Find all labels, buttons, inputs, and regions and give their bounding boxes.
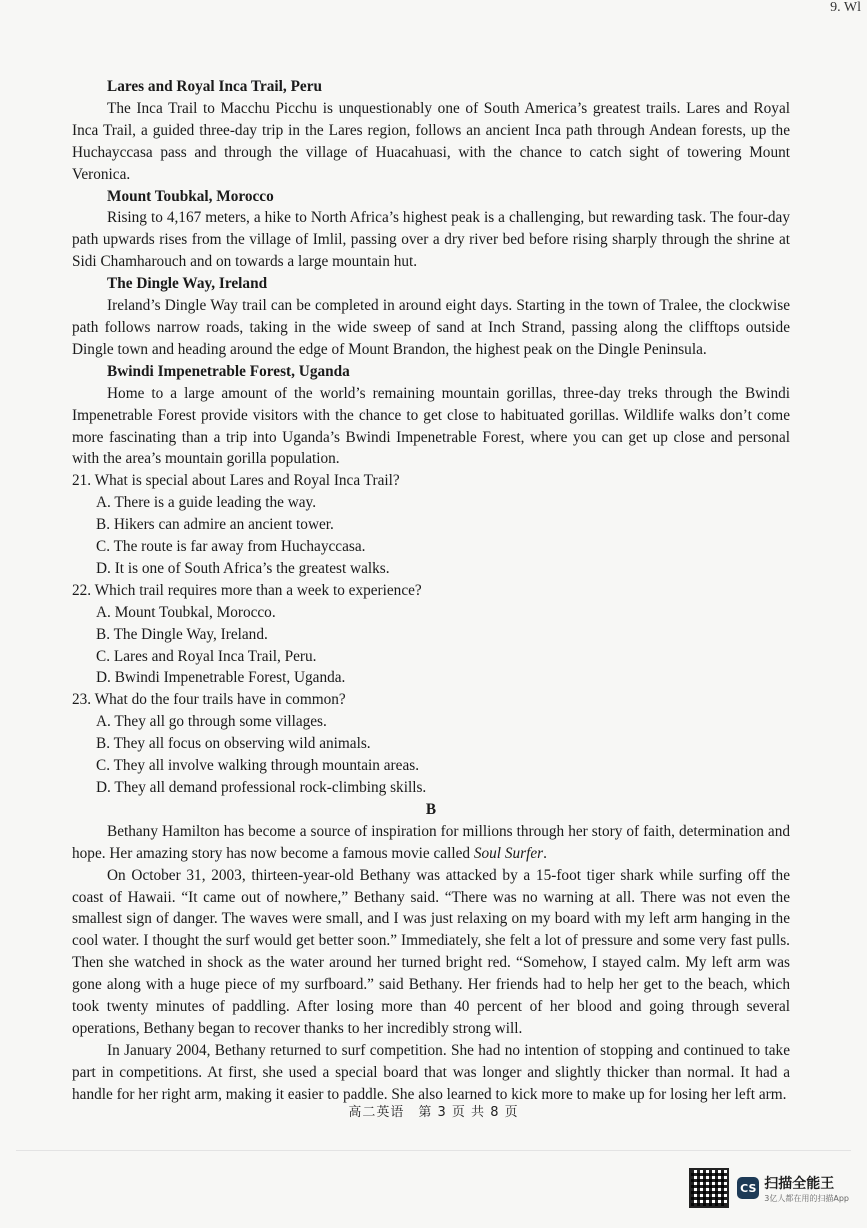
- option-d: D. It is one of South Africa’s the greatest walks.: [96, 559, 390, 577]
- option-b: B. They all focus on observing wild animals.: [96, 735, 371, 753]
- passage-b-paragraph-3: In January 2004, Bethany returned to surf competition. She had no intention of stopping and continued to take part in competitions. At first, she used a special board that was longer and slightly thicker than normal. It had a handle for her right arm, making it easier to paddle. She also learned to kick more to make up for losing her left arm.: [72, 1041, 790, 1103]
- option-b: B. Hikers can admire an ancient tower.: [96, 516, 334, 534]
- paragraph-text: .: [543, 844, 547, 862]
- option-c: C. The route is far away from Huchayccasa.: [96, 538, 366, 556]
- option-a: A. Mount Toubkal, Morocco.: [96, 603, 276, 621]
- option-b: B. The Dingle Way, Ireland.: [96, 625, 268, 643]
- passage-b-paragraph-2: On October 31, 2003, thirteen-year-old Bethany was attacked by a 15-foot tiger shark while surfing off the coast of Hawaii. “It came out of nowhere,” Bethany said. “There was no warning at all. There was not even the smallest sign of danger. The waves were small, and I was just relaxing on my board with my left arm hanging in the cool water. I thought the surf would get better soon.” Immediately, she felt a lot of pressure and some very fast pulls. Then she watched in shock as the water around her turned bright red. “Somehow, I stayed calm. My left arm was gone along with a huge piece of my surfboard.” said Bethany. Her friends had to help her get to the beach, which took twenty minutes of paddling. After losing more than 40 percent of her blood and going through several operations, Bethany began to recover thanks to her incredibly strong will.: [72, 866, 790, 1037]
- corner-mark: 9. Wl: [830, 0, 861, 15]
- passage-b-paragraph-1: [72, 821, 790, 865]
- trail-section: [72, 361, 790, 471]
- question-stem: 23. What do the four trails have in common?: [72, 691, 346, 709]
- scanner-watermark: [689, 1168, 849, 1208]
- option-a: A. There is a guide leading the way.: [96, 494, 317, 512]
- question-22: [72, 580, 790, 690]
- question-options: [72, 492, 790, 580]
- page-footer: 高二英语 第 3 页 共 8 页: [348, 1105, 519, 1120]
- trail-text: The Inca Trail to Macchu Picchu is unquestionably one of South America’s greatest trails. Lares and Royal Inca Trail, a guided three-day trip in the Lares region, follows an ancient Inca path through Andean forests, up the Huchayccasa pass and through the village of Huacahuasi, with the chance to catch sight of towering Mount Veronica.: [72, 99, 790, 183]
- question-stem: 22. Which trail requires more than a week to experience?: [72, 581, 422, 599]
- trail-heading: Lares and Royal Inca Trail, Peru: [107, 78, 323, 95]
- option-d: D. They all demand professional rock-climbing skills.: [96, 779, 427, 796]
- camscanner-logo: CS: [737, 1177, 759, 1199]
- scanner-title: 扫描全能王: [764, 1175, 835, 1192]
- page-content: [72, 76, 790, 1106]
- question-23: [72, 689, 790, 799]
- question-stem: 21. What is special about Lares and Royal Inca Trail?: [72, 472, 400, 490]
- trail-heading: The Dingle Way, Ireland: [107, 275, 268, 293]
- divider: [16, 1150, 851, 1151]
- option-c: C. They all involve walking through mountain areas.: [96, 757, 420, 775]
- trail-section: [72, 76, 790, 186]
- trail-text: Ireland’s Dingle Way trail can be completed in around eight days. Starting in the town of Tralee, the clockwise path follows narrow roads, taking in the wide sweep of sand at Inch Strand, passing along the clifftops outside Dingle town and heading around the edge of Mount Brandon, the highest peak on the Dingle Peninsula.: [72, 297, 790, 358]
- section-letter: B: [425, 800, 437, 818]
- movie-title: Soul Surfer: [473, 844, 544, 862]
- paragraph-text: Bethany Hamilton has become a source of inspiration for millions through her story of faith, determination and hope. Her amazing story has now become a famous movie called: [72, 822, 790, 862]
- trail-heading: Mount Toubkal, Morocco: [107, 187, 274, 205]
- scanner-subtitle: 3亿人都在用的扫描App: [764, 1193, 849, 1203]
- question-options: [72, 602, 790, 690]
- trail-heading: Bwindi Impenetrable Forest, Uganda: [107, 362, 350, 380]
- question-21: [72, 470, 790, 580]
- trail-text: Home to a large amount of the world’s remaining mountain gorillas, three-day treks through the Bwindi Impenetrable Forest provide visitors with the chance to get close to habituated gorillas. Wildlife walks don’t come more fascinating than a trip into Uganda’s Bwindi Impenetrable Forest, where you can get up close and personal with the area’s mountain gorilla population.: [72, 384, 790, 468]
- trail-section: [72, 273, 790, 361]
- qr-code-icon: [689, 1168, 729, 1208]
- option-d: D. Bwindi Impenetrable Forest, Uganda.: [96, 669, 346, 687]
- option-c: C. Lares and Royal Inca Trail, Peru.: [96, 647, 317, 665]
- trail-text: Rising to 4,167 meters, a hike to North Africa’s highest peak is a challenging, but rewarding task. The four-day path upwards rises from the village of Imlil, passing over a dry river bed before rising sharply through the shrine at Sidi Chamharouch and on towards a large mountain hut.: [72, 209, 790, 271]
- option-a: A. They all go through some villages.: [96, 713, 327, 731]
- trail-section: [72, 186, 790, 274]
- question-options: [72, 711, 790, 799]
- scanner-text: [764, 1173, 849, 1204]
